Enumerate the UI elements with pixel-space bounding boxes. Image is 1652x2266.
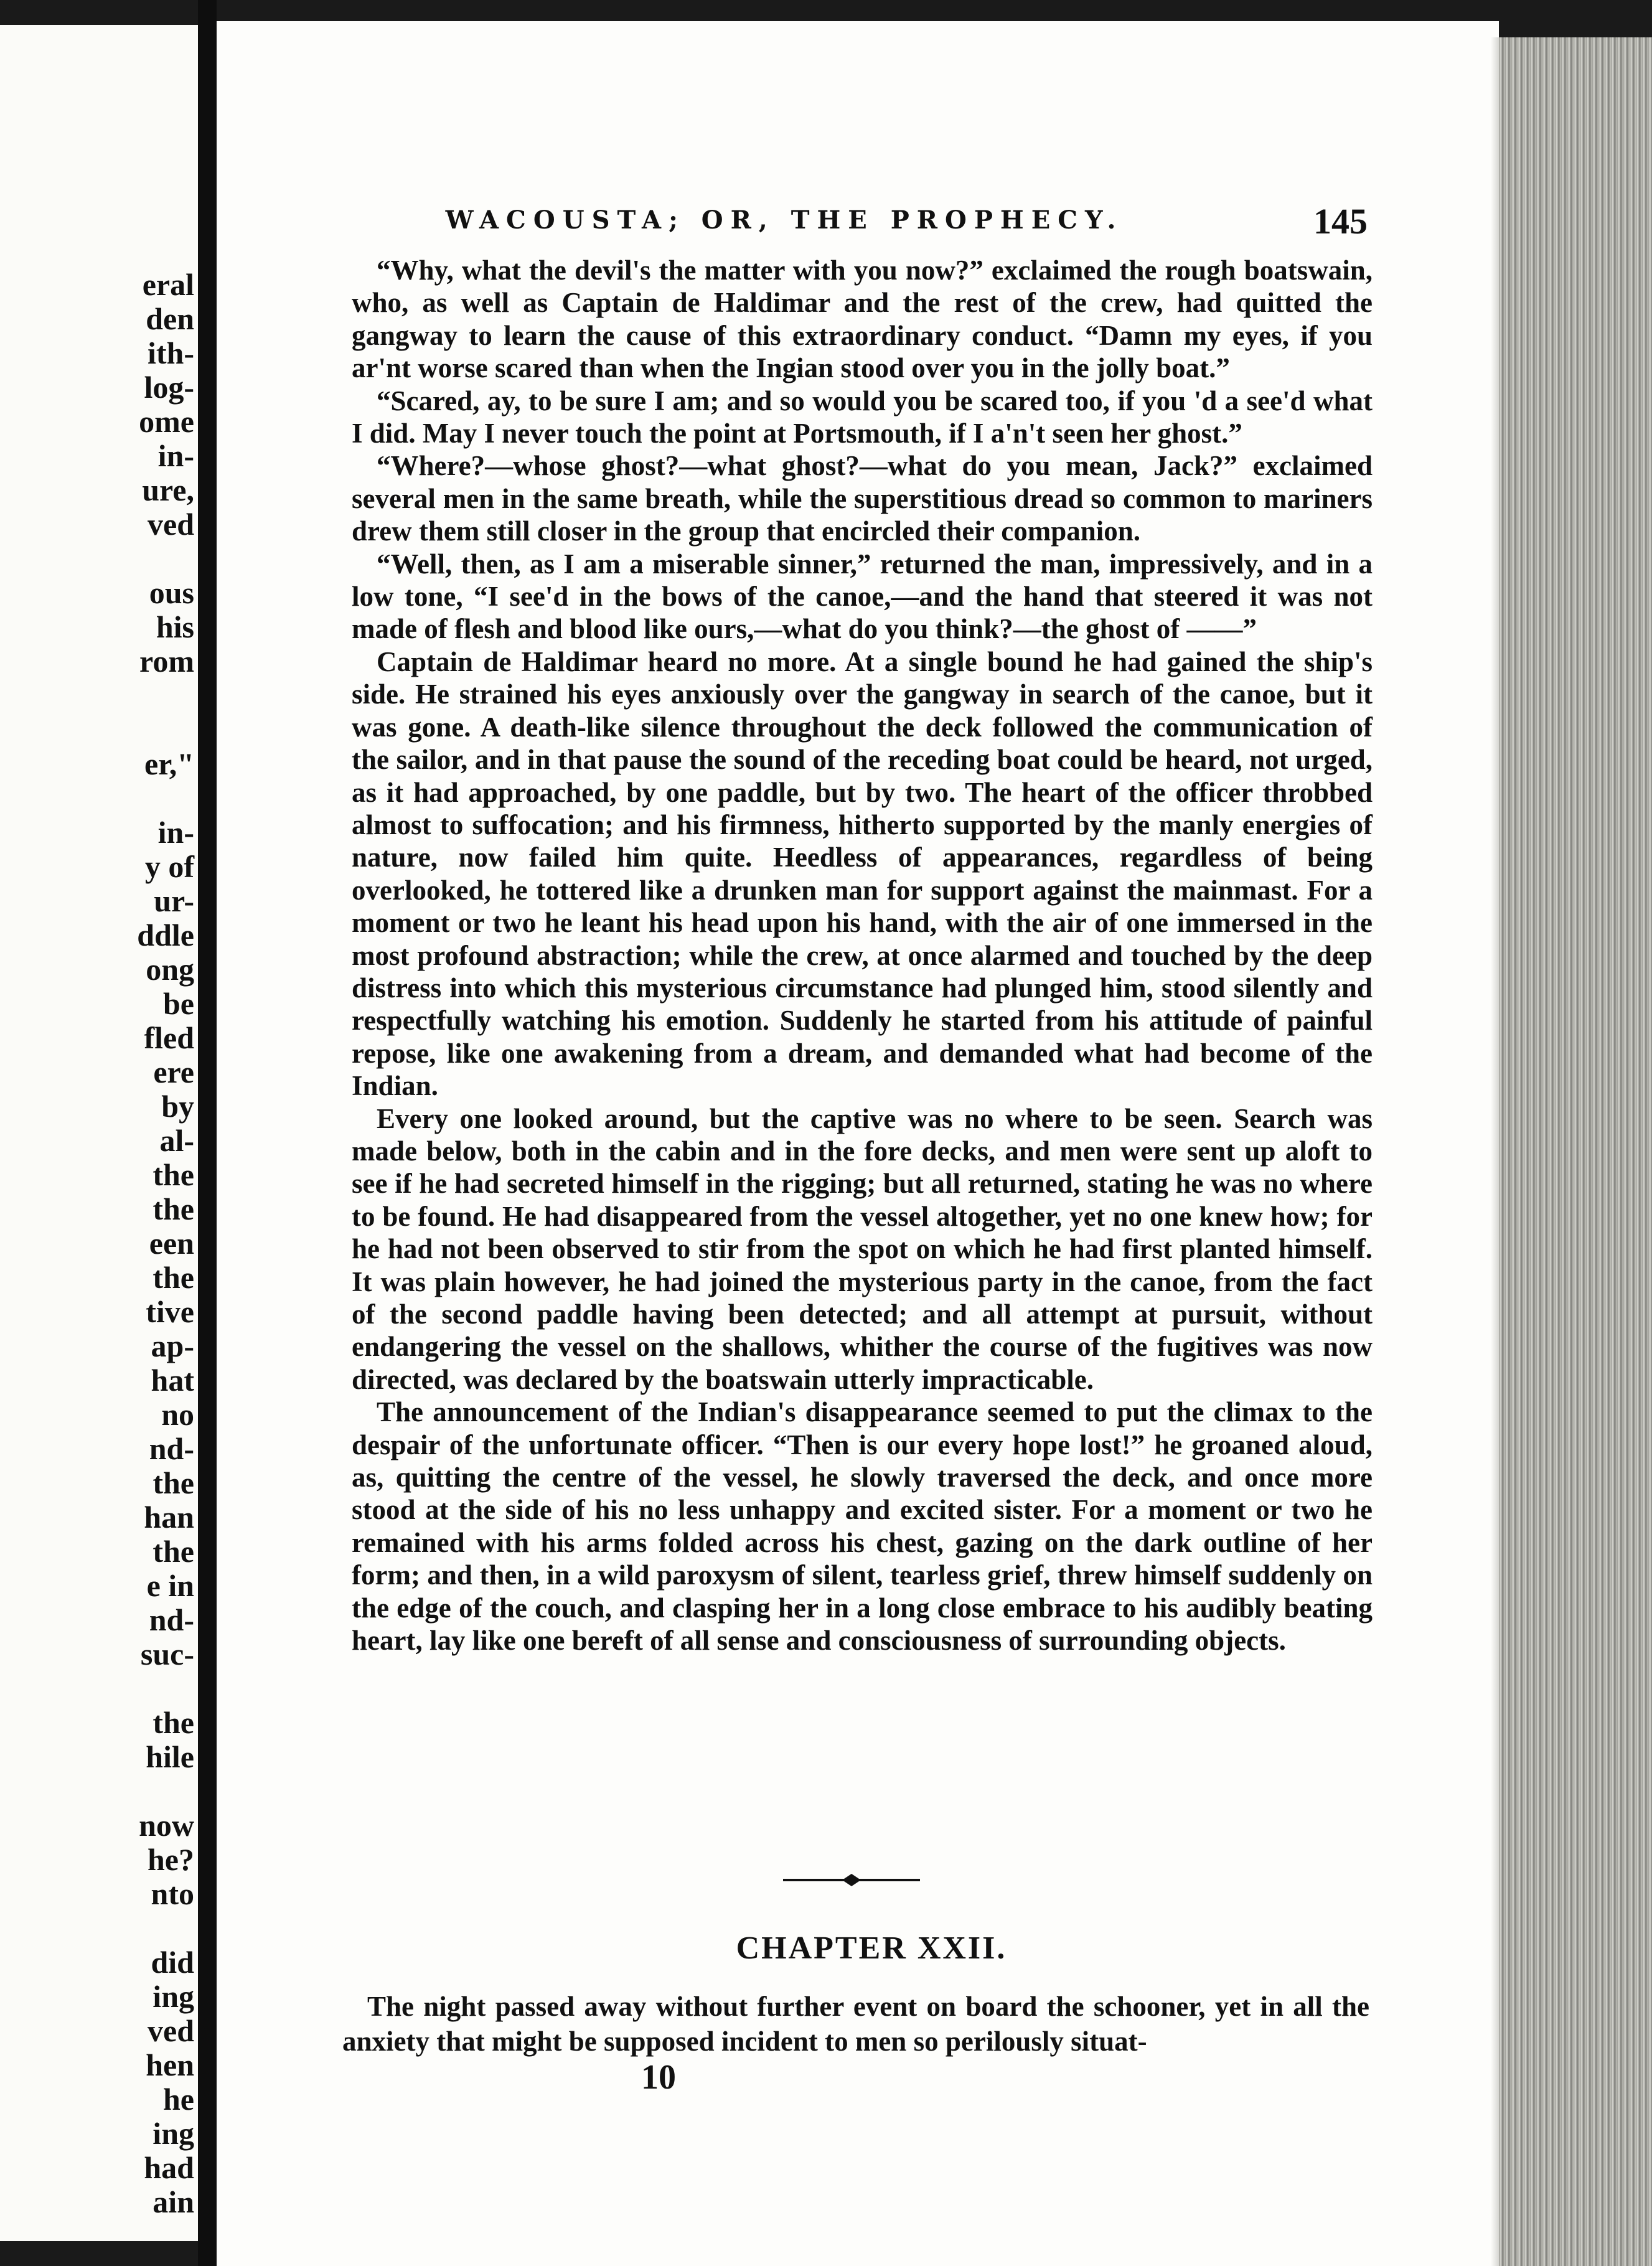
paragraph: Captain de Haldimar heard no more. At a single bound he had gained the ship's side. He strained his eyes anxiously over the gangway in search of the canoe, but it was gone. A death-like silence throughout the deck followed the communication of the sailor, and in that pause the sound of the receding boat could be heard, not urged, as it had approached, by one paddle, but by two. The heart of the officer throbbed almost to suffocation; and his firmness, hitherto supported by the manly energies of nature, now failed him quite. Heedless of appearances, regardless of being overlooked, he tottered like a drunken man for support against the mainmast. For a moment or two he leant his head upon his hand, with the air of one immersed in the most profound abstraction; while the crew, at once alarmed and touched by the deep distress into which this mysterious circumstance had plunged him, stood silently and respectfully watching his emotion. Suddenly he started from his attitude of painful repose, like one awakening from a dream, and demanded what had become of the Indian. (352, 646, 1373, 1102)
line-fragment: the (153, 1260, 194, 1295)
paragraph: The night passed away without further event on board the schooner, yet in all the anxiety that might be supposed incident to men so perilously situat- (342, 1991, 1369, 2057)
line-fragment: ddle (137, 918, 194, 952)
line-fragment (95, 713, 194, 747)
line-fragment (95, 1774, 194, 1808)
line-fragment: the (153, 1705, 194, 1740)
line-fragment: the (153, 1192, 194, 1226)
line-fragment: ere (153, 1055, 194, 1089)
section-divider-ornament (783, 1871, 920, 1889)
line-fragment: now (139, 1808, 194, 1843)
previous-page-line-endings (95, 268, 194, 2219)
page-number: 145 (1313, 201, 1368, 242)
line-fragment: be (163, 986, 194, 1021)
line-fragment: fled (144, 1020, 194, 1055)
line-fragment: his (156, 609, 194, 644)
line-fragment: ur- (154, 883, 194, 918)
line-fragment: eral (142, 267, 194, 302)
line-fragment: ap- (151, 1328, 194, 1363)
line-fragment: ing (153, 2116, 194, 2151)
line-fragment: ved (148, 507, 194, 542)
line-fragment (95, 542, 194, 576)
line-fragment: hile (146, 1739, 194, 1774)
line-fragment: no (161, 1397, 194, 1432)
line-fragment: he (163, 2082, 194, 2117)
line-fragment: by (161, 1089, 194, 1124)
line-fragment: ure, (142, 472, 194, 507)
body-text (352, 254, 1373, 1657)
running-head: WACOUSTA; OR, THE PROPHECY. (445, 205, 1124, 235)
signature-mark: 10 (641, 2058, 676, 2097)
line-fragment: ing (153, 1979, 194, 2014)
line-fragment: in- (157, 815, 194, 850)
paragraph: “Why, what the devil's the matter with you now?” exclaimed the rough boatswain, who, as well as Captain de Haldimar and the rest of the crew, had quitted the gangway to learn the cause of this extraordinary conduct. “Damn my eyes, if you ar'nt worse scared than when the Ingian stood over you in the jolly boat.” (352, 255, 1373, 384)
chapter-opening-text (342, 1989, 1369, 2059)
line-fragment (95, 781, 194, 816)
line-fragment: ain (153, 2184, 194, 2219)
paragraph: Every one looked around, but the captive was no where to be seen. Search was made below, both in the cabin and in the fore decks, and men were sent up aloft to see if he had secreted himself in the rigging; but all returned, stating he was no where to be found. He had disappeared from the vessel altogether, yet no one knew how; for he had not been observed to stir from the spot on which he had first planted himself. It was plain however, he had joined the mysterious party in the canoe, from the fact of the second paddle having been detected; and all attempt at pursuit, without endangering the vessel on the shallows, whither the course of the fugitives was now directed, was declared by the boatswain utterly impracticable. (352, 1102, 1373, 1395)
line-fragment: nd- (149, 1602, 194, 1637)
paragraph: “Well, then, as I am a miserable sinner,” returned the man, impressively, and in a low tone, “I see'd in the bows of the canoe,—and the hand that steered it was not made of flesh and blood like ours,—what do you think?—the ghost of ——” (352, 548, 1373, 645)
paragraph: “Scared, ay, to be sure I am; and so would you be scared too, if you 'd a see'd what I did. May I never touch the point at Portsmouth, if I a'n't seen her ghost.” (352, 385, 1373, 449)
line-fragment: hat (151, 1363, 194, 1398)
line-fragment: in- (157, 438, 194, 473)
line-fragment: ous (149, 575, 194, 610)
line-fragment: han (144, 1500, 194, 1535)
line-fragment (95, 1911, 194, 1945)
line-fragment: suc- (140, 1637, 194, 1671)
line-fragment: ong (146, 952, 194, 987)
paragraph: “Where?—whose ghost?—what ghost?—what do you mean, Jack?” exclaimed several men in the same breath, while the superstitious dread so common to mariners drew them still closer in the group that encircled their companion. (352, 450, 1373, 547)
line-fragment: he? (148, 1842, 194, 1877)
line-fragment: nto (151, 1876, 194, 1911)
line-fragment: rom (139, 644, 194, 679)
line-fragment: did (151, 1945, 194, 1980)
previous-page-fragment (0, 25, 198, 2241)
line-fragment: ith- (148, 336, 194, 370)
paragraph: The announcement of the Indian's disappearance seemed to put the climax to the despair of the unfortunate officer. “Then is our every hope lost!” he groaned aloud, as, quitting the centre of the vessel, he slowly traversed the deck, and once more stood at the side of his no less unhappy and excited sister. For a moment or two he remained with his arms folded across his chest, gazing on the dark outline of her form; and then, in a wild paroxysm of silent, tearless grief, threw himself suddenly on the edge of the couch, and clasping her in a long close embrace to his audibly beating heart, lay like one bereft of all sense and consciousness of surrounding objects. (352, 1396, 1373, 1657)
line-fragment: the (153, 1157, 194, 1192)
line-fragment: e in (146, 1568, 194, 1603)
line-fragment (95, 1671, 194, 1706)
line-fragment: ome (139, 404, 194, 439)
line-fragment (95, 679, 194, 713)
line-fragment: the (153, 1534, 194, 1569)
line-fragment: nd- (149, 1431, 194, 1466)
line-fragment: tive (146, 1294, 194, 1329)
line-fragment: log- (144, 370, 194, 405)
chapter-heading: CHAPTER XXII. (736, 1930, 1007, 1966)
line-fragment: een (149, 1226, 194, 1261)
line-fragment: had (144, 2150, 194, 2185)
line-fragment: al- (159, 1123, 194, 1158)
page-block-edge (1499, 37, 1652, 2266)
line-fragment: ved (148, 2013, 194, 2048)
line-fragment: y of (144, 849, 194, 884)
line-fragment: den (146, 301, 194, 336)
line-fragment: the (153, 1465, 194, 1500)
line-fragment: er," (144, 746, 194, 781)
book-gutter (198, 0, 217, 2266)
line-fragment: hen (146, 2047, 194, 2082)
